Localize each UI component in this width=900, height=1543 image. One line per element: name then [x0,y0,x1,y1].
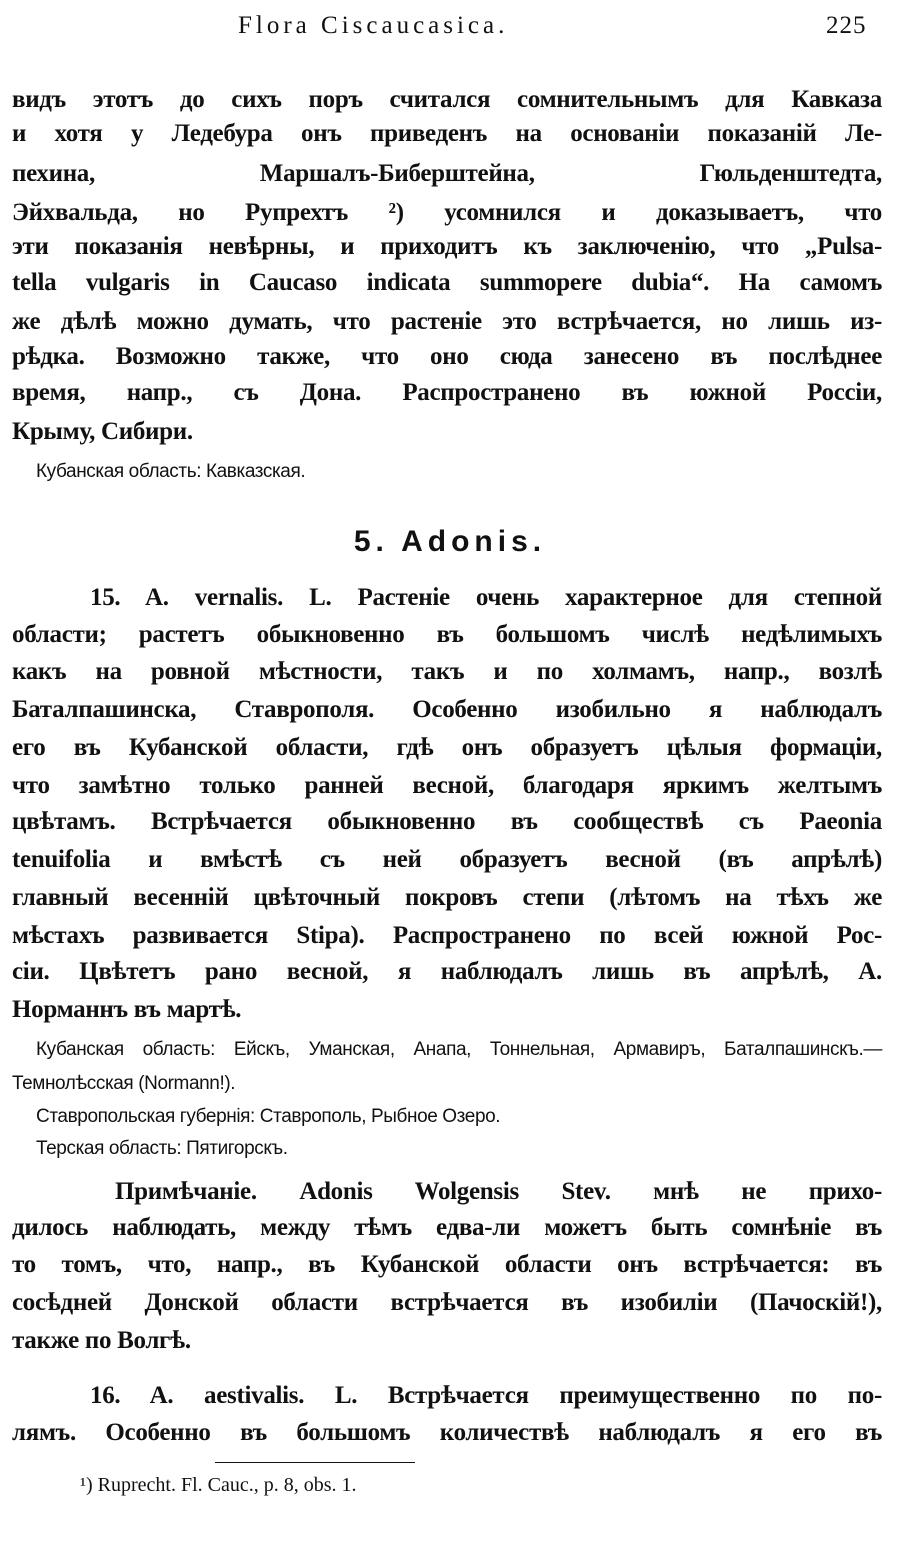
text-line: tenuifolia и вмѣстѣ съ ней образуетъ весной (въ апрѣлѣ) [12,846,882,873]
section-heading: 5. Adonis. [353,525,547,558]
text-line: что замѣтно только ранней весной, благодаря яркимъ желтымъ [12,772,882,799]
footnote: ¹) Ruprecht. Fl. Cauc., p. 8, obs. 1. [80,1474,357,1496]
text-line: дилось наблюдать, между тѣмъ едва-ли можетъ быть сомнѣніе въ [12,1214,882,1241]
text-line: 15. A. vernalis. L. Растеніе очень характерное для степной [90,584,882,611]
text-line: Крыму, Сибири. [12,418,193,445]
locality-line: Темнолѣсская (Normann!). [12,1073,236,1094]
text-line: Эйхвальда, но Рупрехтъ ²) усомнился и доказываетъ, что [12,199,882,226]
text-line: мѣстахъ развивается Stipa). Распространено по всей южной Рос- [12,922,882,949]
text-line: 16. A. aestivalis. L. Встрѣчается преимущественно по по- [90,1382,882,1409]
text-line: также по Волгѣ. [12,1327,191,1354]
text-line: видъ этотъ до сихъ поръ считался сомнительнымъ для Кавказа [12,86,882,113]
text-line: какъ на ровной мѣстности, такъ и по холмамъ, напр., возлѣ [12,658,882,685]
text-line: лямъ. Особенно въ большомъ количествѣ наблюдалъ я его въ [12,1419,882,1446]
locality-line: Кубанская область: Ейскъ, Уманская, Анапа, Тоннельная, Армавиръ, Баталпашинскъ.— [36,1039,882,1060]
text-line: рѣдка. Возможно также, что оно сюда занесено въ послѣднее [12,343,882,370]
locality-line: Терская область: Пятигорскъ. [36,1138,288,1159]
text-line: сіи. Цвѣтетъ рано весной, я наблюдалъ лишь въ апрѣлѣ, А. [12,958,882,985]
text-line: Примѣчаніе. Adonis Wolgensis Stev. мнѣ не прихо- [115,1178,882,1205]
text-line: то томъ, что, напр., въ Кубанской области онъ встрѣчается: въ [12,1251,882,1278]
text-line: области; растетъ обыкновенно въ большомъ числѣ недѣлимыхъ [12,621,882,648]
text-line: его въ Кубанской области, гдѣ онъ образуетъ цѣлыя формаціи, [12,734,882,761]
text-line: Баталпашинска, Ставрополя. Особенно изобильно я наблюдалъ [12,696,882,723]
text-line: tella vulgaris in Caucaso indicata summopere dubia“. На самомъ [12,269,882,296]
footnote-divider [215,1462,415,1463]
text-line: цвѣтамъ. Встрѣчается обыкновенно въ сообществѣ съ Paeonia [12,808,882,835]
text-line: же дѣлѣ можно думать, что растеніе это встрѣчается, но лишь из- [12,308,882,335]
text-line: Норманнъ въ мартѣ. [12,996,242,1023]
text-line: главный весенній цвѣточный покровъ степи (лѣтомъ на тѣхъ же [12,884,882,911]
locality-line: Кубанская область: Кавказская. [36,461,306,482]
text-line: и хотя у Ледебура онъ приведенъ на основаніи показаній Ле- [12,120,882,147]
page-number: 225 [826,12,867,39]
running-header: Flora Ciscaucasica. [238,12,509,39]
text-line: эти показанія невѣрны, и приходитъ къ заключенію, что „Pulsa- [12,233,882,260]
text-line: время, напр., съ Дона. Распространено въ южной Россіи, [12,379,882,406]
text-line: пехина, Маршалъ-Биберштейна, Гюльденштедта, [12,160,882,187]
text-line: сосѣдней Донской области встрѣчается въ изобиліи (Пачоскій!), [12,1289,882,1316]
locality-line: Ставропольская губернія: Ставрополь, Рыбное Озеро. [36,1106,501,1127]
